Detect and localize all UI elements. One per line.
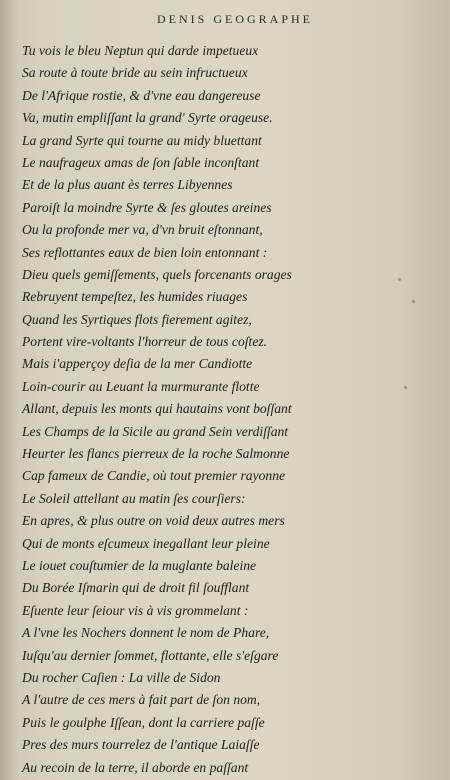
verse-line: Eſuente leur ſeiour vis à vis grommelant : bbox=[22, 602, 249, 618]
running-head: DENIS GEOGRAPHE bbox=[157, 12, 313, 26]
verse-line: Le Soleil attellant au matin ſes courſiers: bbox=[22, 490, 246, 506]
verse-line: Ses reflottantes eaux de bien loin entonnant : bbox=[22, 244, 268, 260]
paper-speck bbox=[398, 278, 401, 281]
verse-line: Pres des murs tourrelez de l'antique Laiaſſe bbox=[22, 737, 260, 753]
verse-line: Dieu quels gemiſſements, quels forcenants orages bbox=[22, 266, 292, 282]
verse-line: De l'Afrique rostie, & d'vne eau dangereuse bbox=[22, 87, 261, 103]
paper-speck bbox=[404, 386, 407, 389]
verse-line: Le iouet couſtumier de la muglante baleine bbox=[22, 557, 257, 573]
verse-line: Du rocher Caſien : La ville de Sidon bbox=[22, 669, 221, 685]
gutter-shadow bbox=[0, 0, 18, 780]
verse-line: Quand les Syrtiques flots fierement agitez, bbox=[22, 311, 252, 327]
verse-line: Va, mutin empliſſant la grand' Syrte orageuse. bbox=[22, 110, 273, 126]
verse-line: Heurter les flancs pierreux de la roche Salmonne bbox=[22, 446, 290, 462]
verse-line: Du Borée Iſmarin qui de droit fil ſoufflant bbox=[22, 580, 250, 596]
paper-speck bbox=[412, 300, 415, 303]
verse-line: Sa route à toute bride au sein infructueux bbox=[22, 65, 248, 81]
verse-line: Les Champs de la Sicile au grand Sein verdiſſant bbox=[22, 423, 289, 439]
verse-line: Iuſqu'au dernier ſommet, flottante, elle s'eſgare bbox=[22, 647, 279, 663]
verse-line: Portent vire-voltants l'horreur de tous coſtez. bbox=[22, 334, 268, 350]
verse-line: Le naufrageux amas de ſon ſable inconſtant bbox=[22, 154, 260, 170]
verse-line: Et de la plus auant ès terres Libyennes bbox=[22, 177, 233, 193]
verse-line: Rebruyent tempeſtez, les humides riuages bbox=[22, 289, 248, 305]
verse-line: Ou la profonde mer va, d'vn bruit eſtonnant, bbox=[22, 222, 263, 238]
verse-line: La grand Syrte qui tourne au midy bluettant bbox=[22, 132, 262, 148]
verse-line: Loin-courir au Leuant la murmurante flotte bbox=[22, 378, 260, 394]
verse-line: Mais i'apperçoy deſia de la mer Candiotte bbox=[22, 356, 253, 372]
verse-line: A l'vne les Nochers donnent le nom de Phare, bbox=[22, 625, 270, 641]
verse-line: Au recoin de la terre, il aborde en paſſant bbox=[22, 759, 249, 775]
verse-line: Tu vois le bleu Neptun qui darde impetueux bbox=[22, 43, 259, 58]
verse-line: A l'autre de ces mers à fait part de ſon nom, bbox=[22, 692, 261, 708]
verse-line: En apres, & plus outre on void deux autres mers bbox=[22, 513, 285, 529]
verse-line: Allant, depuis les monts qui hautains vont boſſant bbox=[22, 401, 292, 417]
verse-line: Paroiſt la moindre Syrte & ſes gloutes areines bbox=[22, 199, 272, 215]
verse-text bbox=[22, 40, 422, 779]
verse-line: Qui de monts eſcumeux inegallant leur pleine bbox=[22, 535, 270, 551]
verse-line: Puis le goulphe Iſſean, dont la carriere paſſe bbox=[22, 714, 265, 730]
verse-line: Cap fameux de Candie, où tout premier rayonne bbox=[22, 468, 286, 484]
